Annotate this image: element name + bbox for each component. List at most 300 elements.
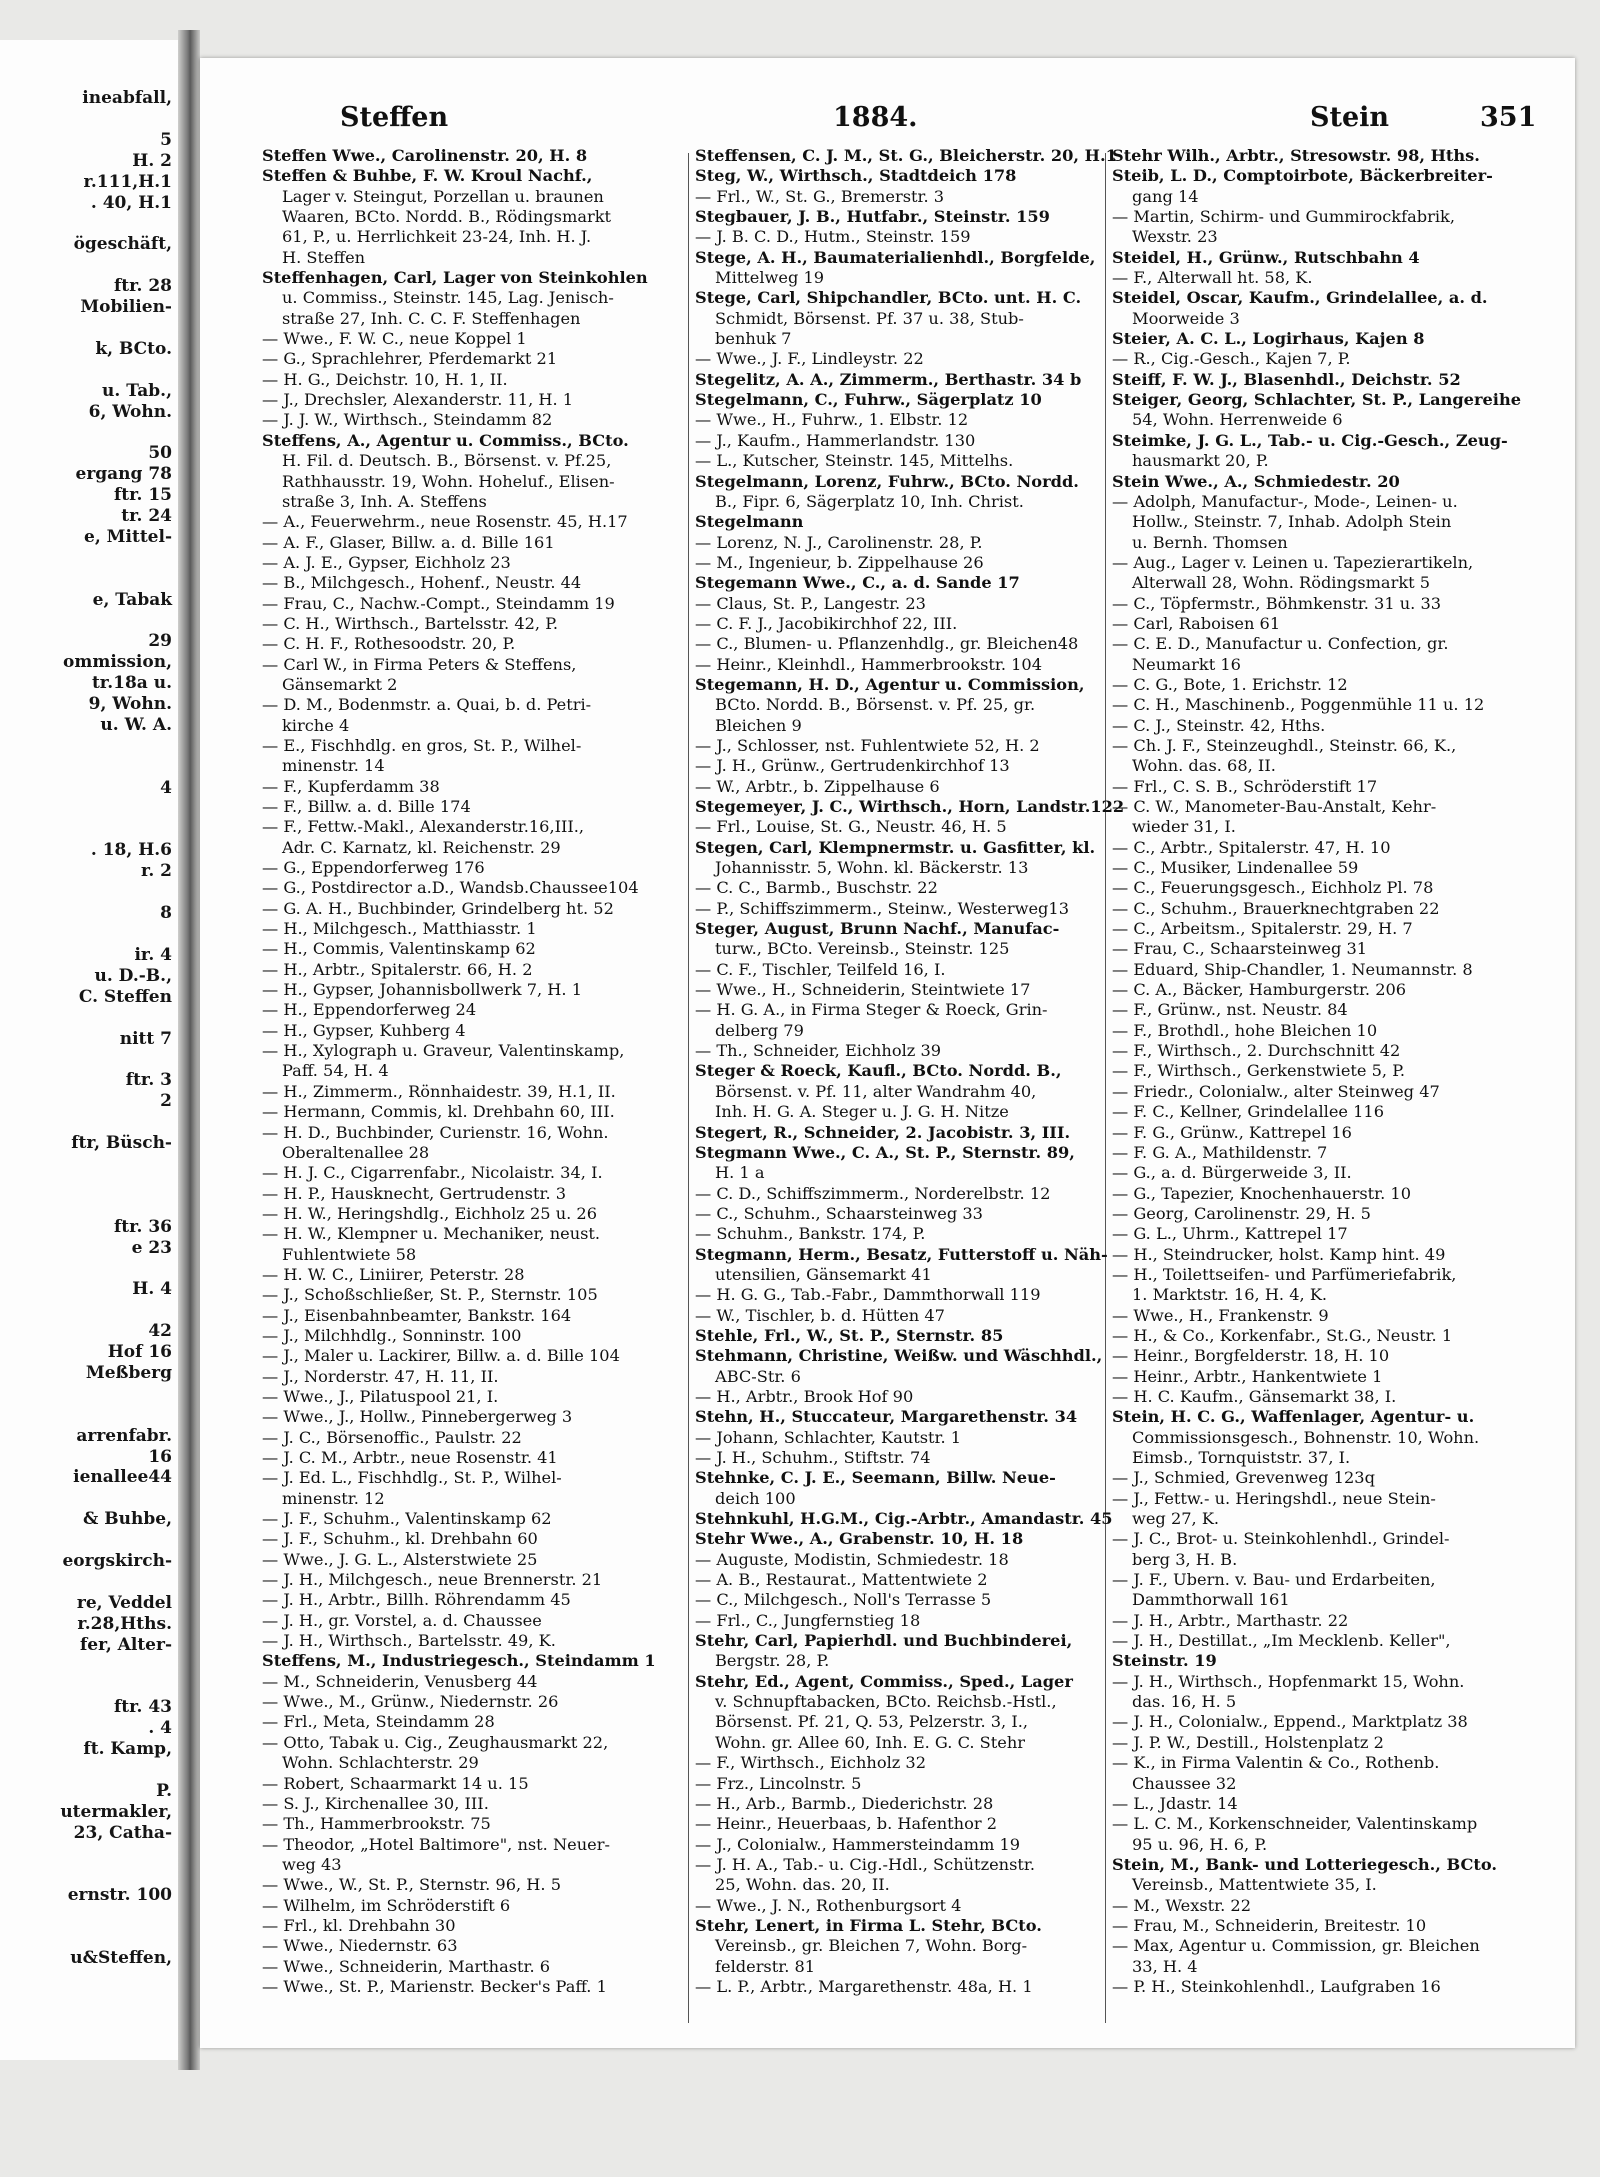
directory-entry-line: — Heinr., Heuerbaas, b. Hafenthor 2	[695, 1814, 998, 1834]
edge-fragment: . 18, H.6	[90, 840, 172, 861]
directory-entry-line: — H., Xylograph u. Graveur, Valentinskamp,	[262, 1041, 625, 1061]
directory-entry-line: — F., Grünw., nst. Neustr. 84	[1112, 1000, 1348, 1020]
directory-entry-line: — J., Maler u. Lackirer, Billw. a. d. Bille 104	[262, 1346, 620, 1366]
directory-entry-line: — J. F., Ubern. v. Bau- und Erdarbeiten,	[1112, 1570, 1436, 1590]
directory-entry-line: Neumarkt 16	[1132, 654, 1241, 674]
directory-entry-line: — H., & Co., Korkenfabr., St.G., Neustr. 1	[1112, 1325, 1453, 1345]
directory-entry-line: — H., Gypser, Johannisbollwerk 7, H. 1	[262, 980, 582, 1000]
directory-column-3	[1112, 146, 1542, 2026]
directory-entry-line: — H. G., Deichstr. 10, H. 1, II.	[262, 369, 508, 389]
directory-entry-line: — F., Fettw.-Makl., Alexanderstr.16,III.,	[262, 817, 585, 837]
directory-entry-line: — W., Tischler, b. d. Hütten 47	[695, 1305, 945, 1325]
directory-entry-line: Stegbauer, J. B., Hutfabr., Steinstr. 159	[695, 207, 1050, 227]
directory-entry-line: — L. C. M., Korkenschneider, Valentinskamp	[1112, 1814, 1478, 1834]
directory-entry-line: — Heinr., Borgfelderstr. 18, H. 10	[1112, 1346, 1390, 1366]
edge-fragment: 6, Wohn.	[88, 401, 172, 422]
edge-fragment: 4	[160, 777, 172, 798]
directory-entry-line: Stein, M., Bank- und Lotteriegesch., BCto.	[1112, 1854, 1497, 1874]
directory-entry-line: Steger & Roeck, Kaufl., BCto. Nordd. B.,	[695, 1061, 1062, 1081]
directory-entry-line: — H., Arbtr., Spitalerstr. 66, H. 2	[262, 959, 533, 979]
directory-entry-line: 33, H. 4	[1132, 1956, 1198, 1976]
directory-entry-line: minenstr. 14	[282, 756, 385, 776]
directory-entry-line: felderstr. 81	[715, 1956, 816, 1976]
directory-entry-line: — J. B. C. D., Hutm., Steinstr. 159	[695, 227, 971, 247]
directory-entry-line: — J., Colonialw., Hammersteindamm 19	[695, 1834, 1021, 1854]
directory-page	[200, 58, 1575, 2048]
directory-entry-line: Stehmann, Christine, Weißw. und Wäschhdl.,	[695, 1346, 1103, 1366]
directory-entry-line: — J. F., Schuhm., kl. Drehbahn 60	[262, 1529, 538, 1549]
directory-entry-line: — F. G. A., Mathildenstr. 7	[1112, 1142, 1328, 1162]
edge-fragment: C. Steffen	[78, 986, 172, 1007]
directory-entry-line: — Wwe., M., Grünw., Niedernstr. 26	[262, 1692, 559, 1712]
directory-entry-line: — J., Schmied, Grevenweg 123q	[1112, 1468, 1375, 1488]
edge-fragment: ommission,	[63, 652, 172, 673]
directory-entry-line: H. Steffen	[282, 247, 366, 267]
edge-fragment: 16	[148, 1446, 172, 1467]
directory-entry-line: — Hermann, Commis, kl. Drehbahn 60, III.	[262, 1102, 615, 1122]
directory-entry-line: — M., Wexstr. 22	[1112, 1895, 1252, 1915]
directory-entry-line: Stehn, H., Stuccateur, Margarethenstr. 34	[695, 1407, 1078, 1427]
edge-fragment: u. D.-B.,	[94, 965, 172, 986]
directory-entry-line: Steiff, F. W. J., Blasenhdl., Deichstr. 52	[1112, 369, 1461, 389]
directory-entry-line: — Johann, Schlachter, Kautstr. 1	[695, 1427, 962, 1447]
directory-entry-line: — A. F., Glaser, Billw. a. d. Bille 161	[262, 532, 555, 552]
directory-entry-line: — F. C., Kellner, Grindelallee 116	[1112, 1102, 1385, 1122]
directory-entry-line: Stegelmann, Lorenz, Fuhrw., BCto. Nordd.	[695, 471, 1079, 491]
directory-entry-line: — J., Schoßschließer, St. P., Sternstr. 105	[262, 1285, 598, 1305]
directory-entry-line: — Auguste, Modistin, Schmiedestr. 18	[695, 1549, 1009, 1569]
directory-entry-line: — Frl., C., Jungfernstieg 18	[695, 1610, 921, 1630]
directory-entry-line: — Georg, Carolinenstr. 29, H. 5	[1112, 1203, 1371, 1223]
edge-fragment: r.111,H.1	[83, 171, 172, 192]
adjacent-page-edge	[0, 40, 178, 2060]
edge-fragment: ftr. 15	[113, 485, 172, 506]
directory-entry-line: — C. C., Barmb., Buschstr. 22	[695, 878, 938, 898]
directory-entry-line: Stegelitz, A. A., Zimmerm., Berthastr. 34 b	[695, 369, 1082, 389]
directory-entry-line: — Max, Agentur u. Commission, gr. Bleichen	[1112, 1936, 1480, 1956]
directory-entry-line: — Robert, Schaarmarkt 14 u. 15	[262, 1773, 529, 1793]
directory-entry-line: Adr. C. Karnatz, kl. Reichenstr. 29	[282, 837, 561, 857]
edge-fragment: ernstr. 100	[67, 1885, 172, 1906]
directory-entry-line: — L., Kutscher, Steinstr. 145, Mittelhs.	[695, 451, 1014, 471]
directory-entry-line: minenstr. 12	[282, 1488, 385, 1508]
directory-entry-line: — Wwe., Schneiderin, Marthastr. 6	[262, 1956, 551, 1976]
directory-entry-line: — Adolph, Manufactur-, Mode-, Leinen- u.	[1112, 491, 1458, 511]
directory-entry-line: — H. D., Buchbinder, Curienstr. 16, Wohn.	[262, 1122, 609, 1142]
directory-entry-line: — J., Drechsler, Alexanderstr. 11, H. 1	[262, 390, 574, 410]
directory-entry-line: — J. H., gr. Vorstel, a. d. Chaussee	[262, 1610, 542, 1630]
directory-entry-line: — C., Musiker, Lindenallee 59	[1112, 858, 1359, 878]
directory-entry-line: Stehnkuhl, H.G.M., Cig.-Arbtr., Amandastr. 45	[695, 1509, 1113, 1529]
directory-entry-line: — F., Billw. a. d. Bille 174	[262, 797, 471, 816]
directory-entry-line: — J., Eisenbahnbeamter, Bankstr. 164	[262, 1305, 572, 1325]
directory-entry-line: Schmidt, Börsenst. Pf. 37 u. 38, Stub-	[715, 308, 1024, 328]
directory-entry-line: — F., Kupferdamm 38	[262, 776, 440, 796]
edge-fragment: fer, Alter-	[79, 1634, 172, 1655]
directory-entry-line: Stehr, Carl, Papierhdl. und Buchbinderei,	[695, 1631, 1073, 1651]
directory-entry-line: — S. J., Kirchenallee 30, III.	[262, 1793, 489, 1813]
directory-entry-line: — C. F. J., Jacobikirchhof 22, III.	[695, 613, 958, 633]
directory-entry-line: — C. A., Bäcker, Hamburgerstr. 206	[1112, 980, 1407, 1000]
directory-entry-line: — J. H., Grünw., Gertrudenkirchhof 13	[695, 756, 1010, 776]
directory-entry-line: u. Bernh. Thomsen	[1132, 532, 1288, 552]
directory-entry-line: 95 u. 96, H. 6, P.	[1132, 1834, 1268, 1854]
directory-entry-line: Mittelweg 19	[715, 268, 825, 288]
directory-entry-line: Stehr Wwe., A., Grabenstr. 10, H. 18	[695, 1529, 1024, 1549]
directory-entry-line: — H., Milchgesch., Matthiasstr. 1	[262, 919, 537, 939]
directory-entry-line: Bleichen 9	[715, 715, 802, 735]
directory-entry-line: — H. P., Hausknecht, Gertrudenstr. 3	[262, 1183, 567, 1203]
directory-entry-line: — Schuhm., Bankstr. 174, P.	[695, 1224, 926, 1244]
directory-entry-line: — Wwe., H., Frankenstr. 9	[1112, 1305, 1329, 1325]
directory-entry-line: — F., Wirthsch., Gerkenstwiete 5, P.	[1112, 1061, 1405, 1081]
directory-entry-line: — Heinr., Arbtr., Hankentwiete 1	[1112, 1366, 1383, 1386]
directory-entry-line: — Eduard, Ship-Chandler, 1. Neumannstr. 8	[1112, 959, 1473, 979]
directory-entry-line: — Heinr., Kleinhdl., Hammerbrookstr. 104	[695, 654, 1043, 674]
directory-entry-line: — H., Eppendorferweg 24	[262, 1000, 477, 1020]
directory-entry-line: — F., Wirthsch., Eichholz 32	[695, 1753, 927, 1773]
page-header	[230, 102, 1555, 142]
directory-entry-line: — Martin, Schirm- und Gummirockfabrik,	[1112, 207, 1455, 227]
edge-fragment: tr. 24	[121, 506, 172, 526]
directory-entry-line: — H., Arb., Barmb., Diederichstr. 28	[695, 1793, 994, 1813]
directory-entry-line: — E., Fischhdlg. en gros, St. P., Wilhel-	[262, 735, 582, 755]
directory-entry-line: — C. H. F., Rothesoodstr. 20, P.	[262, 634, 516, 654]
directory-entry-line: — C. J., Steinstr. 42, Hths.	[1112, 715, 1326, 735]
directory-entry-line: Eimsb., Tornquiststr. 37, I.	[1132, 1448, 1351, 1467]
directory-entry-line: Steier, A. C. L., Logirhaus, Kajen 8	[1112, 329, 1425, 349]
directory-entry-line: hausmarkt 20, P.	[1132, 451, 1269, 471]
directory-entry-line: — Wwe., Niedernstr. 63	[262, 1936, 458, 1956]
header-left-keyword: Steffen	[340, 102, 449, 133]
directory-entry-line: Börsenst. v. Pf. 11, alter Wandrahm 40,	[715, 1081, 1037, 1101]
directory-entry-line: — W., Arbtr., b. Zippelhause 6	[695, 776, 940, 796]
directory-entry-line: — J., Schlosser, nst. Fuhlentwiete 52, H. 2	[695, 735, 1040, 755]
directory-entry-line: — H., Gypser, Kuhberg 4	[262, 1020, 466, 1040]
edge-fragment: r.28,Hths.	[77, 1613, 172, 1634]
edge-fragment: u&Steffen,	[70, 1948, 172, 1969]
directory-entry-line: — J. H., Colonialw., Eppend., Marktplatz 38	[1112, 1712, 1468, 1732]
directory-entry-line: utensilien, Gänsemarkt 41	[715, 1264, 932, 1284]
edge-fragment: 8	[160, 903, 172, 924]
directory-entry-line: — R., Cig.-Gesch., Kajen 7, P.	[1112, 349, 1351, 369]
directory-entry-line: — Wwe., J. G. L., Alsterstwiete 25	[262, 1549, 538, 1569]
edge-fragment: e, Tabak	[92, 589, 172, 610]
directory-entry-line: — K., in Firma Valentin & Co., Rothenb.	[1112, 1753, 1440, 1773]
directory-entry-line: Wohn. gr. Allee 60, Inh. E. G. C. Stehr	[715, 1732, 1026, 1752]
directory-entry-line: — P. H., Steinkohlenhdl., Laufgraben 16	[1112, 1976, 1441, 1996]
directory-entry-line: — Carl W., in Firma Peters & Steffens,	[262, 654, 577, 674]
directory-entry-line: Stegemann Wwe., C., a. d. Sande 17	[695, 573, 1020, 593]
directory-entry-line: — F., Brothdl., hohe Bleichen 10	[1112, 1020, 1378, 1040]
edge-fragment: e, Mittel-	[84, 526, 172, 547]
edge-fragment: . 4	[148, 1718, 172, 1739]
edge-fragment: utermakler,	[60, 1801, 172, 1822]
header-year: 1884.	[833, 102, 918, 133]
directory-entry-line: — Otto, Tabak u. Cig., Zeughausmarkt 22,	[262, 1732, 609, 1752]
directory-entry-line: — J. H., Wirthsch., Bartelsstr. 49, K.	[262, 1631, 556, 1651]
directory-entry-line: — Wwe., J., Pilatuspool 21, I.	[262, 1386, 499, 1406]
edge-fragment: H. 4	[132, 1279, 172, 1300]
edge-fragment: 23, Catha-	[73, 1822, 172, 1843]
directory-entry-line: — J., Norderstr. 47, H. 11, II.	[262, 1366, 499, 1386]
directory-entry-line: — A. J. E., Gypser, Eichholz 23	[262, 552, 511, 572]
directory-entry-line: — C. D., Schiffszimmerm., Norderelbstr. 12	[695, 1183, 1051, 1203]
directory-entry-line: — J. H., Schuhm., Stiftstr. 74	[695, 1448, 931, 1467]
directory-entry-line: das. 16, H. 5	[1132, 1692, 1237, 1712]
directory-entry-line: Wexstr. 23	[1132, 227, 1218, 247]
directory-entry-line: — Wwe., F. W. C., neue Koppel 1	[262, 329, 527, 349]
directory-entry-line: H. Fil. d. Deutsch. B., Börsenst. v. Pf.25,	[282, 451, 612, 471]
directory-entry-line: Rathhausstr. 19, Wohn. Hoheluf., Elisen-	[282, 471, 615, 491]
directory-entry-line: Chaussee 32	[1132, 1773, 1237, 1793]
directory-entry-line: benhuk 7	[715, 329, 792, 349]
directory-entry-line: weg 43	[282, 1854, 342, 1874]
directory-entry-line: B., Fipr. 6, Sägerplatz 10, Inh. Christ.	[715, 491, 1024, 511]
directory-entry-line: Stegen, Carl, Klempnermstr. u. Gasfitter, kl.	[695, 837, 1096, 857]
directory-entry-line: — Wwe., J., Hollw., Pinnebergerweg 3	[262, 1407, 573, 1427]
edge-fragment: ftr. 43	[113, 1697, 172, 1718]
directory-entry-line: — C., Milchgesch., Noll's Terrasse 5	[695, 1590, 992, 1610]
directory-entry-line: — M., Schneiderin, Venusberg 44	[262, 1671, 538, 1691]
edge-fragment: e 23	[131, 1237, 172, 1258]
directory-entry-line: — H., Steindrucker, holst. Kamp hint. 49	[1112, 1244, 1446, 1264]
page-number: 351	[1480, 102, 1537, 133]
directory-entry-line: — H. C. Kaufm., Gänsemarkt 38, I.	[1112, 1386, 1397, 1406]
edge-fragment: arrenfabr.	[76, 1425, 172, 1446]
directory-entry-line: Alterwall 28, Wohn. Rödingsmarkt 5	[1132, 573, 1431, 593]
directory-entry-line: ABC-Str. 6	[715, 1366, 801, 1386]
directory-entry-line: — C. F., Tischler, Teilfeld 16, I.	[695, 959, 946, 979]
directory-entry-line: — G. L., Uhrm., Kattrepel 17	[1112, 1224, 1348, 1244]
directory-entry-line: weg 27, K.	[1132, 1509, 1220, 1529]
directory-entry-line: — Frl., C. S. B., Schröderstift 17	[1112, 776, 1378, 796]
directory-entry-line: — H. W., Heringshdlg., Eichholz 25 u. 26	[262, 1203, 598, 1223]
edge-fragment: ergang 78	[75, 464, 172, 485]
directory-entry-line: turw., BCto. Vereinsb., Steinstr. 125	[715, 939, 1010, 959]
directory-entry-line: — J. C. M., Arbtr., neue Rosenstr. 41	[262, 1448, 558, 1467]
directory-entry-line: Waaren, BCto. Nordd. B., Rödingsmarkt	[282, 207, 612, 227]
directory-entry-line: — H., Toilettseifen- und Parfümeriefabrik,	[1112, 1264, 1457, 1284]
directory-entry-line: Steg, W., Wirthsch., Stadtdeich 178	[695, 166, 1017, 186]
directory-entry-line: — J. H., Arbtr., Marthastr. 22	[1112, 1610, 1349, 1630]
directory-entry-line: berg 3, H. B.	[1132, 1549, 1238, 1569]
directory-entry-line: — H. W. C., Liniirer, Peterstr. 28	[262, 1264, 525, 1284]
edge-fragment: ftr. 36	[113, 1216, 172, 1237]
directory-entry-line: H. 1 a	[715, 1163, 765, 1183]
directory-entry-line: — G. A. H., Buchbinder, Grindelberg ht. 52	[262, 898, 614, 918]
book-gutter	[178, 30, 200, 2070]
directory-entry-line: — J. H., Arbtr., Billh. Röhrendamm 45	[262, 1590, 571, 1610]
directory-entry-line: Steidel, Oscar, Kaufm., Grindelallee, a. d.	[1112, 288, 1488, 308]
directory-entry-line: Steffens, A., Agentur u. Commiss., BCto.	[262, 430, 629, 450]
directory-entry-line: Vereinsb., Mattentwiete 35, I.	[1132, 1875, 1377, 1895]
directory-entry-line: Stegelmann	[695, 512, 804, 532]
directory-entry-line: Stegemann, H. D., Agentur u. Commission,	[695, 674, 1085, 694]
header-right-keyword: Stein	[1310, 102, 1390, 133]
directory-entry-line: — J., Milchhdlg., Sonninstr. 100	[262, 1325, 522, 1345]
directory-entry-line: straße 27, Inh. C. C. F. Steffenhagen	[282, 308, 581, 328]
directory-entry-line: straße 3, Inh. A. Steffens	[282, 491, 487, 511]
directory-entry-line: — H., Commis, Valentinskamp 62	[262, 939, 536, 959]
edge-fragment: ineabfall,	[82, 88, 172, 108]
directory-entry-line: Stegelmann, C., Fuhrw., Sägerplatz 10	[695, 390, 1042, 410]
directory-entry-line: — Carl, Raboisen 61	[1112, 613, 1281, 633]
directory-entry-line: delberg 79	[715, 1020, 804, 1040]
directory-entry-line: — C. W., Manometer-Bau-Anstalt, Kehr-	[1112, 797, 1437, 816]
directory-entry-line: — J. P. W., Destill., Holstenplatz 2	[1112, 1732, 1384, 1752]
directory-entry-line: Inh. H. G. A. Steger u. J. G. H. Nitze	[715, 1102, 1009, 1122]
directory-entry-line: gang 14	[1132, 186, 1199, 206]
edge-fragment: H. 2	[132, 150, 172, 171]
edge-fragment: P.	[156, 1780, 172, 1801]
directory-entry-line: Steffens, M., Industriegesch., Steindamm 1	[262, 1651, 656, 1671]
edge-fragment: ftr. 3	[125, 1070, 172, 1091]
directory-entry-line: Johannisstr. 5, Wohn. kl. Bäckerstr. 13	[715, 858, 1029, 878]
directory-entry-line: Fuhlentwiete 58	[282, 1244, 417, 1264]
directory-entry-line: — J. Ed. L., Fischhdlg., St. P., Wilhel-	[262, 1468, 562, 1488]
directory-entry-line: Commissionsgesch., Bohnenstr. 10, Wohn.	[1132, 1427, 1480, 1447]
directory-entry-line: — H., Zimmerm., Rönnhaidestr. 39, H.1, II.	[262, 1081, 616, 1101]
edge-fragment: nitt 7	[119, 1028, 172, 1049]
directory-entry-line: — Frl., kl. Drehbahn 30	[262, 1915, 456, 1935]
directory-entry-line: Steiger, Georg, Schlachter, St. P., Langereihe	[1112, 390, 1522, 410]
directory-entry-line: Stein, H. C. G., Waffenlager, Agentur- u.	[1112, 1407, 1475, 1427]
directory-entry-line: — F., Wirthsch., 2. Durchschnitt 42	[1112, 1041, 1401, 1061]
directory-entry-line: — F., Alterwall ht. 58, K.	[1112, 268, 1313, 288]
directory-entry-line: — Th., Hammerbrookstr. 75	[262, 1814, 491, 1834]
edge-fragment: re, Veddel	[76, 1592, 172, 1613]
directory-entry-line: Dammthorwall 161	[1132, 1590, 1290, 1610]
directory-entry-line: — G., Eppendorferweg 176	[262, 858, 485, 878]
directory-entry-line: — J. C., Börsenoffic., Paulstr. 22	[262, 1427, 522, 1447]
directory-entry-line: Steinstr. 19	[1112, 1651, 1217, 1671]
edge-fragment: & Buhbe,	[83, 1509, 172, 1530]
edge-fragment: ft. Kamp,	[83, 1739, 172, 1760]
directory-entry-line: Wohn. das. 68, II.	[1132, 756, 1276, 776]
edge-fragment: ögeschäft,	[73, 234, 172, 255]
directory-entry-line: — J. H., Destillat., „Im Mecklenb. Keller",	[1112, 1631, 1451, 1651]
edge-fragment: ir. 4	[134, 944, 172, 965]
directory-entry-line: — G., Postdirector a.D., Wandsb.Chaussee104	[262, 878, 639, 898]
directory-entry-line: Stegert, R., Schneider, 2. Jacobistr. 3, III.	[695, 1122, 1071, 1142]
directory-entry-line: — C. G., Bote, 1. Erichstr. 12	[1112, 674, 1348, 694]
directory-entry-line: BCto. Nordd. B., Börsenst. v. Pf. 25, gr.	[715, 695, 1036, 715]
directory-entry-line: — J. H. A., Tab.- u. Cig.-Hdl., Schützenstr.	[695, 1854, 1036, 1874]
edge-fragment: eorgskirch-	[62, 1551, 172, 1571]
directory-entry-line: — Frau, C., Schaarsteinweg 31	[1112, 939, 1368, 959]
edge-fragment: 50	[148, 443, 172, 464]
directory-entry-line: — A., Feuerwehrm., neue Rosenstr. 45, H.17	[262, 512, 628, 532]
directory-entry-line: — H. W., Klempner u. Mechaniker, neust.	[262, 1224, 601, 1244]
edge-fragment: . 40, H.1	[90, 192, 172, 213]
directory-entry-line: — C., Schuhm., Brauerknechtgraben 22	[1112, 898, 1440, 918]
directory-entry-line: — Claus, St. P., Langestr. 23	[695, 593, 926, 613]
edge-fragment: 2	[160, 1091, 172, 1112]
edge-fragment: ienallee44	[73, 1467, 172, 1488]
directory-entry-line: Moorweide 3	[1132, 308, 1240, 328]
directory-entry-line: — Wwe., H., Schneiderin, Steintwiete 17	[695, 980, 1031, 1000]
directory-entry-line: — H., Arbtr., Brook Hof 90	[695, 1386, 914, 1406]
edge-fragment: 5	[160, 129, 172, 150]
directory-entry-line: — H. J. C., Cigarrenfabr., Nicolaistr. 34, I.	[262, 1163, 603, 1183]
directory-entry-line: — C. E. D., Manufactur u. Confection, gr.	[1112, 634, 1449, 654]
directory-entry-line: — Wwe., J. F., Lindleystr. 22	[695, 349, 924, 369]
directory-entry-line: — J., Kaufm., Hammerlandstr. 130	[695, 430, 976, 450]
directory-entry-line: Stehle, Frl., W., St. P., Sternstr. 85	[695, 1325, 1004, 1345]
edge-fragment: k, BCto.	[95, 338, 172, 359]
edge-fragment: r. 2	[140, 861, 172, 882]
directory-entry-line: — J. H., Milchgesch., neue Brennerstr. 21	[262, 1570, 603, 1590]
directory-entry-line: u. Commiss., Steinstr. 145, Lag. Jenisch-	[282, 288, 614, 308]
directory-column-1	[262, 146, 692, 2026]
directory-entry-line: 1. Marktstr. 16, H. 4, K.	[1132, 1285, 1328, 1305]
directory-entry-line: Stegmann Wwe., C. A., St. P., Sternstr. 89,	[695, 1142, 1075, 1162]
directory-entry-line: — P., Schiffszimmerm., Steinw., Westerweg13	[695, 898, 1070, 918]
directory-entry-line: — B., Milchgesch., Hohenf., Neustr. 44	[262, 573, 582, 593]
edge-fragment: Meßberg	[85, 1362, 172, 1383]
directory-entry-line: kirche 4	[282, 715, 350, 735]
directory-entry-line: Bergstr. 28, P.	[715, 1651, 830, 1671]
directory-entry-line: — Wwe., J. N., Rothenburgsort 4	[695, 1895, 962, 1915]
directory-entry-line: — J. F., Schuhm., Valentinskamp 62	[262, 1509, 552, 1529]
directory-entry-line: 25, Wohn. das. 20, II.	[715, 1875, 890, 1895]
edge-fragment: ftr. 28	[113, 276, 172, 297]
directory-entry-line: — G., Sprachlehrer, Pferdemarkt 21	[262, 349, 558, 369]
directory-entry-line: Stegmann, Herm., Besatz, Futterstoff u. Näh-	[695, 1244, 1108, 1264]
directory-entry-line: Vereinsb., gr. Bleichen 7, Wohn. Borg-	[715, 1936, 1028, 1956]
directory-entry-line: — Wwe., W., St. P., Sternstr. 96, H. 5	[262, 1875, 562, 1895]
directory-entry-line: Wohn. Schlachterstr. 29	[282, 1753, 479, 1773]
directory-entry-line: — Frl., Meta, Steindamm 28	[262, 1712, 495, 1732]
edge-fragment: u. Tab.,	[102, 380, 172, 401]
directory-entry-line: — J. J. W., Wirthsch., Steindamm 82	[262, 410, 553, 430]
edge-fragment: 42	[148, 1321, 172, 1342]
directory-entry-line: — Wwe., H., Fuhrw., 1. Elbstr. 12	[695, 410, 969, 430]
directory-entry-line: — M., Ingenieur, b. Zippelhause 26	[695, 552, 984, 572]
directory-column-2	[695, 146, 1125, 2026]
directory-entry-line: Stehnke, C. J. E., Seemann, Billw. Neue-	[695, 1468, 1056, 1488]
directory-entry-line: Lager v. Steingut, Porzellan u. braunen	[282, 186, 604, 206]
edge-fragment: ftr, Büsch-	[71, 1133, 172, 1153]
directory-entry-line: Steib, L. D., Comptoirbote, Bäckerbreiter-	[1112, 166, 1493, 186]
directory-entry-line: — Frz., Lincolnstr. 5	[695, 1773, 862, 1793]
directory-entry-line: — G., a. d. Bürgerweide 3, II.	[1112, 1163, 1352, 1183]
edge-fragment: Mobilien-	[80, 297, 172, 317]
directory-entry-line: — H. G. G., Tab.-Fabr., Dammthorwall 119	[695, 1285, 1041, 1305]
directory-entry-line: — Frau, M., Schneiderin, Breitestr. 10	[1112, 1915, 1427, 1935]
directory-entry-line: — A. B., Restaurat., Mattentwiete 2	[695, 1570, 988, 1590]
directory-entry-line: Stegemeyer, J. C., Wirthsch., Horn, Landstr.122	[695, 797, 1125, 816]
directory-entry-line: Stehr, Lenert, in Firma L. Stehr, BCto.	[695, 1915, 1042, 1935]
edge-fragment: 9, Wohn.	[88, 694, 172, 715]
directory-entry-line: Stehr, Ed., Agent, Commiss., Sped., Lager	[695, 1671, 1073, 1691]
directory-entry-line: — Aug., Lager v. Leinen u. Tapezierartikeln,	[1112, 552, 1474, 572]
edge-fragment: Hof 16	[107, 1342, 172, 1362]
directory-entry-line: Steffensen, C. J. M., St. G., Bleicherstr. 20, H.1	[695, 146, 1117, 165]
directory-entry-line: — C. H., Maschinenb., Poggenmühle 11 u. 12	[1112, 695, 1485, 715]
directory-entry-line: Hollw., Steinstr. 7, Inhab. Adolph Stein	[1132, 512, 1452, 532]
directory-entry-line: — H. G. A., in Firma Steger & Roeck, Grin-	[695, 1000, 1048, 1020]
directory-entry-line: — G., Tapezier, Knochenhauerstr. 10	[1112, 1183, 1412, 1203]
directory-entry-line: — C., Blumen- u. Pflanzenhdlg., gr. Bleichen48	[695, 634, 1079, 654]
directory-entry-line: — Frau, C., Nachw.-Compt., Steindamm 19	[262, 593, 615, 613]
directory-entry-line: Steffen & Buhbe, F. W. Kroul Nachf.,	[262, 166, 593, 186]
directory-entry-line: — J., Fettw.- u. Heringshdl., neue Stein-	[1112, 1488, 1436, 1508]
directory-entry-line: — C., Töpfermstr., Böhmkenstr. 31 u. 33	[1112, 593, 1442, 613]
directory-entry-line: Steidel, H., Grünw., Rutschbahn 4	[1112, 247, 1420, 267]
directory-entry-line: — J. C., Brot- u. Steinkohlenhdl., Grindel-	[1112, 1529, 1450, 1549]
